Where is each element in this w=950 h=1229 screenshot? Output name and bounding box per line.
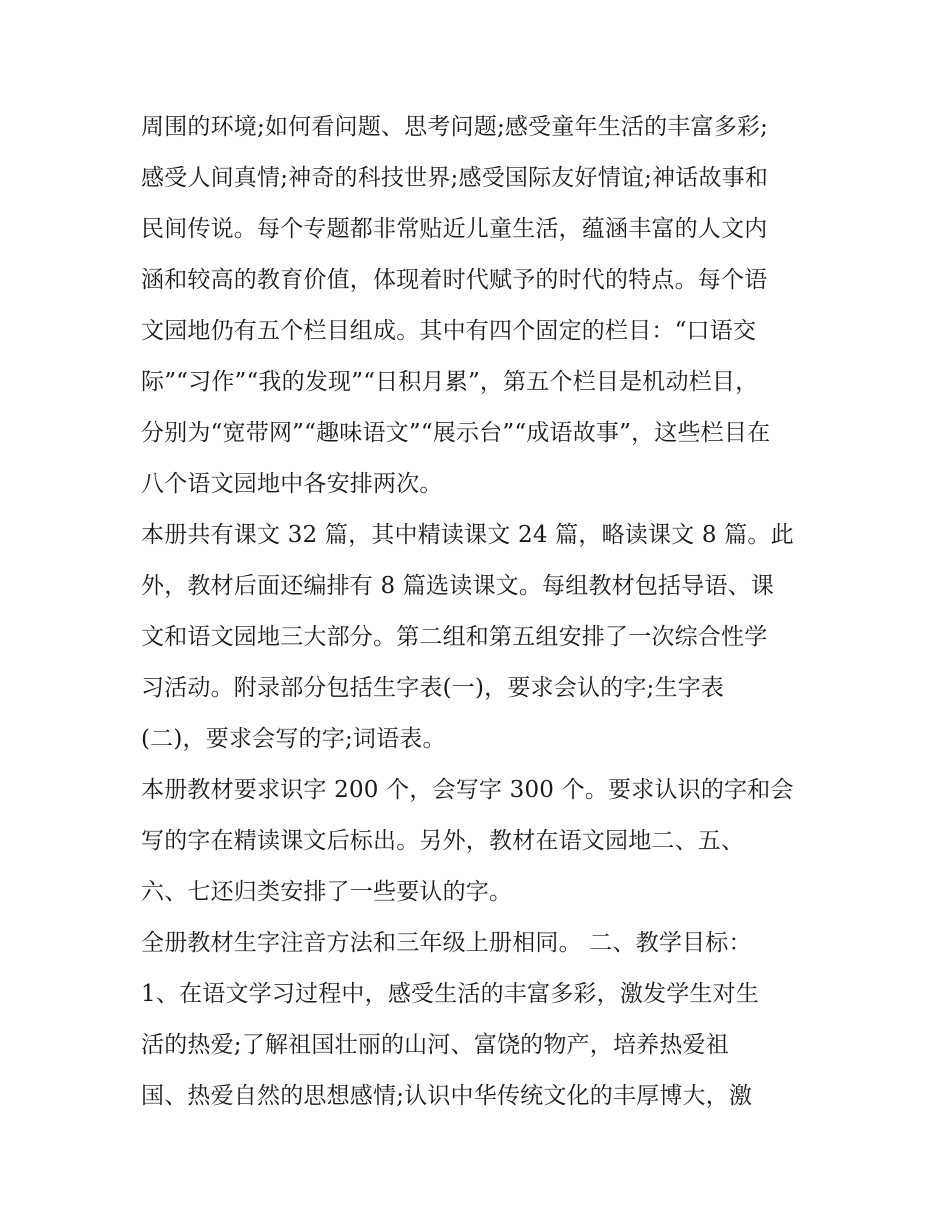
text-line: 外，教材后面还编排有 8 篇选读课文。每组教材包括导语、课 (141, 573, 775, 599)
text-line: 全册教材生字注音方法和三年级上册相同。 二、教学目标： (141, 930, 752, 956)
text-line: 感受人间真情;神奇的科技世界;感受国际友好情谊;神话故事和 (141, 165, 769, 191)
text-line: 际”“习作”“我的发现”“日积月累”，第五个栏目是机动栏目， (141, 369, 759, 395)
text-line: 民间传说。每个专题都非常贴近儿童生活，蕴涵丰富的人文内 (141, 216, 768, 242)
text-line: 写的字在精读课文后标出。另外，教材在语文园地二、五、 (141, 828, 745, 854)
text-line: 六、七还归类安排了一些要认的字。 (141, 879, 513, 905)
text-line: 习活动。附录部分包括生字表(一)，要求会认的字;生字表 (141, 675, 725, 701)
text-line: 1、在语文学习过程中，感受生活的丰富多彩，激发学生对生 (141, 981, 760, 1007)
text-line: 文和语文园地三大部分。第二组和第五组安排了一次综合性学 (141, 624, 768, 650)
text-line: 周围的环境;如何看问题、思考问题;感受童年生活的丰富多彩; (141, 114, 769, 140)
text-line: 分别为“宽带网”“趣味语文”“展示台”“成语故事”，这些栏目在 (141, 420, 771, 446)
text-line: 本册共有课文 32 篇，其中精读课文 24 篇，略读课文 8 篇。此 (141, 522, 794, 548)
text-line: 本册教材要求识字 200 个，会写字 300 个。要求认识的字和会 (141, 777, 794, 803)
text-line: 涵和较高的教育价值，体现着时代赋予的时代的特点。每个语 (141, 267, 768, 293)
document-body (141, 102, 821, 1122)
text-line: 国、热爱自然的思想感情;认识中华传统文化的丰厚博大，激 (141, 1083, 753, 1109)
text-line: 文园地仍有五个栏目组成。其中有四个固定的栏目：“口语交 (141, 318, 757, 344)
text-line: 活的热爱;了解祖国壮丽的山河、富饶的物产，培养热爱祖 (141, 1032, 729, 1058)
text-line: 八个语文园地中各安排两次。 (141, 471, 443, 497)
text-line: (二)，要求会写的字;词语表。 (141, 726, 446, 752)
